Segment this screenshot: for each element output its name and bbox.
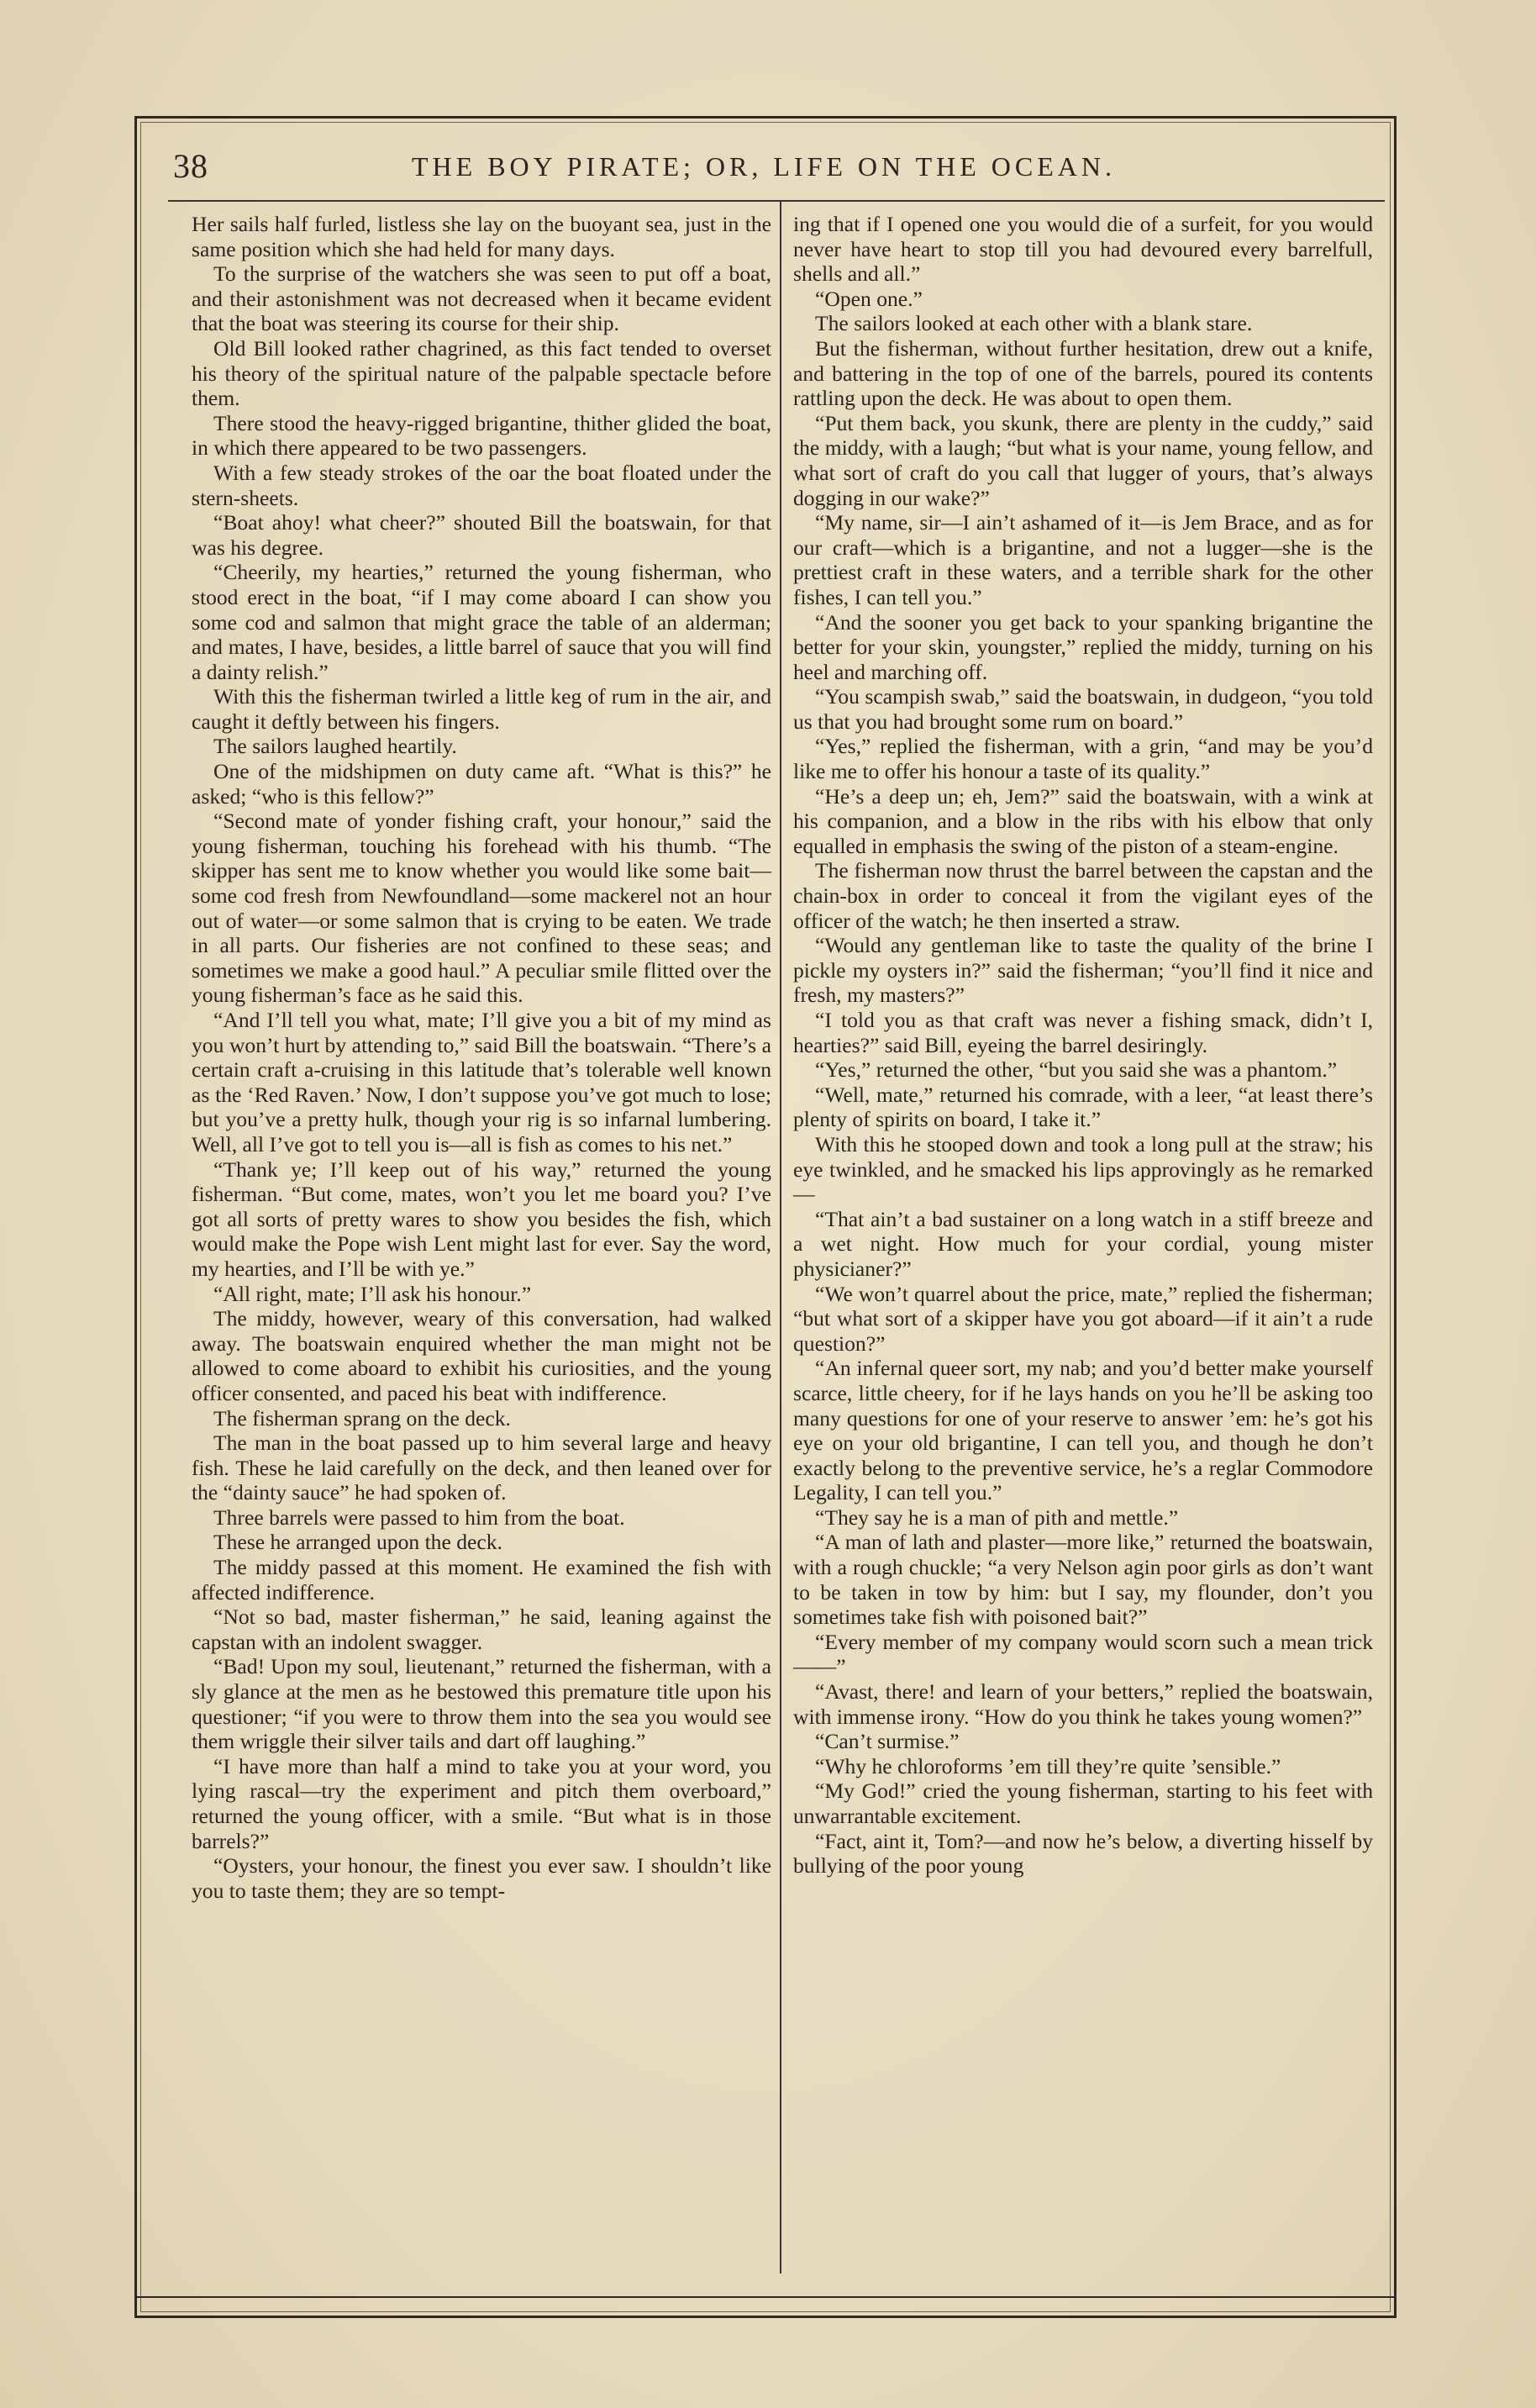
right-column [793, 212, 1373, 1878]
paragraph: “Yes,” returned the other, “but you said she was a phantom.” [815, 1057, 1338, 1083]
paragraph: “All right, mate; I’ll ask his honour.” [213, 1281, 532, 1306]
paragraph: “An infernal queer sort, my nab; and you’d better make yourself scarce, little cheery, for if he lays hands on you he’ll be asking too many questions for one of your reserve to answer ’em: he’s got his eye on your old brigantine, I can tell you, and though he don’t exactly belong to the preventive service, he’s a reglar Commodore Legality, I can tell you.” [793, 1356, 1373, 1505]
paragraph: The sailors laughed heartily. [213, 734, 457, 759]
paragraph: There stood the heavy-rigged brigantine, thither glided the boat, in which there appeared to be two passengers. [192, 410, 771, 461]
paragraph: “Open one.” [815, 286, 923, 311]
page-header [168, 141, 1378, 192]
paragraph: “Fact, aint it, Tom?—and now he’s below, a diverting hisself by bullying of the poor young [793, 1828, 1373, 1878]
paragraph: “Why he chloroforms ’em till they’re quite ’sensible.” [815, 1753, 1281, 1778]
paragraph: “Put them back, you skunk, there are plenty in the cuddy,” said the middy, with a laugh; “but what is your name, young fellow, and what sort of craft do you call that lugger of yours, that’s always dogging in our wake?” [793, 410, 1373, 510]
paragraph: “Well, mate,” returned his comrade, with a leer, “at least there’s plenty of spirits on board, I take it.” [793, 1082, 1373, 1132]
paragraph: One of the midshipmen on duty came aft. “What is this?” he asked; “who is this fellow?” [192, 759, 771, 809]
paragraph: With this he stooped down and took a long pull at the straw; his eye twinkled, and he smacked his lips approvingly as he remarked— [793, 1131, 1373, 1207]
left-column [192, 212, 771, 1903]
paragraph: With a few steady strokes of the oar the boat floated under the stern-sheets. [192, 460, 771, 510]
paragraph: “Cheerily, my hearties,” returned the young fisherman, who stood erect in the boat, “if I may come aboard I can show you some cod and salmon that might grace the table of an alderman; and mates, I have, besides, a little barrel of sauce that you will find a dainty relish.” [192, 560, 771, 684]
paragraph: “I have more than half a mind to take you at your word, you lying rascal—try the experiment and pitch them overboard,” returned the young officer, with a smile. “But what is in those barrels?” [192, 1753, 771, 1853]
paragraph: “Avast, there! and learn of your betters,” replied the boatswain, with immense irony. “How do you think he takes young women?” [793, 1679, 1373, 1729]
header-rule [168, 200, 1385, 202]
paragraph: “Oysters, your honour, the finest you ever saw. I shouldn’t like you to taste them; they are so tempt- [192, 1853, 771, 1903]
paragraph: Her sails half furled, listless she lay on the buoyant sea, just in the same position which she had held for many days. [192, 212, 771, 261]
paragraph: “Second mate of yonder fishing craft, your honour,” said the young fisherman, touching his forehead with his thumb. “The skipper has sent me to know whether you would like some bait—some cod fresh from Newfoundland—some mackerel not an hour out of water—or some salmon that is crying to be eaten. We trade in all parts. Our fisheries are not confined to these seas; and sometimes we make a good haul.” A peculiar smile flitted over the young fisherman’s face as he said this. [192, 809, 771, 1008]
paragraph: “Boat ahoy! what cheer?” shouted Bill the boatswain, for that was his degree. [192, 510, 771, 560]
paragraph: “Yes,” replied the fisherman, with a grin, “and may be you’d like me to offer his honour a taste of its quality.” [793, 734, 1373, 784]
paragraph: “Bad! Upon my soul, lieutenant,” returned the fisherman, with a sly glance at the men as he bestowed this premature title upon his questioner; “if you were to throw them into the sea you would see them wriggle their silver tails and dart off laughing.” [192, 1654, 771, 1754]
paragraph: “Every member of my company would scorn such a mean trick——” [793, 1629, 1373, 1679]
paragraph: “And the sooner you get back to your spanking brigantine the better for your skin, youngster,” replied the middy, turning on his heel and marching off. [793, 609, 1373, 684]
paragraph: Three barrels were passed to him from the boat. [213, 1504, 625, 1530]
paragraph: ing that if I opened one you would die of a surfeit, for you would never have heart to stop till you had devoured every barrelfull, shells and all.” [793, 212, 1373, 287]
paragraph: The fisherman sprang on the deck. [213, 1405, 511, 1431]
paragraph: “I told you as that craft was never a fishing smack, didn’t I, hearties?” said Bill, eyeing the barrel desiringly. [793, 1008, 1373, 1057]
paragraph: “That ain’t a bad sustainer on a long watch in a stiff breeze and a wet night. How much for your cordial, young mister physicianer?” [793, 1206, 1373, 1281]
paragraph: With this the fisherman twirled a little keg of rum in the air, and caught it deftly between his fingers. [192, 684, 771, 734]
paragraph: “He’s a deep un; eh, Jem?” said the boatswain, with a wink at his companion, and a blow in the ribs with his elbow that only equalled in emphasis the swing of the piston of a steam-engine. [793, 783, 1373, 858]
running-title: THE BOY PIRATE; OR, LIFE ON THE OCEAN. [412, 151, 1116, 182]
paragraph: To the surprise of the watchers she was seen to put off a boat, and their astonishment was not decreased when it became evident that the boat was steering its course for their ship. [192, 261, 771, 336]
paragraph: “My name, sir—I ain’t ashamed of it—is Jem Brace, and as for our craft—which is a brigantine, and not a lugger—she is the prettiest craft in these waters, and a terrible shark for the other fishes, I can tell you.” [793, 510, 1373, 609]
paragraph: The sailors looked at each other with a blank stare. [815, 311, 1253, 336]
paragraph: These he arranged upon the deck. [213, 1530, 502, 1555]
column-divider [780, 202, 781, 2274]
paragraph: The fisherman now thrust the barrel between the capstan and the chain-box in order to conceal it from the vigilant eyes of the officer of the watch; he then inserted a straw. [793, 858, 1373, 933]
paragraph: Old Bill looked rather chagrined, as this fact tended to overset his theory of the spiritual nature of the palpable spectacle before them. [192, 335, 771, 411]
page-number: 38 [173, 147, 208, 185]
paragraph: The middy passed at this moment. He examined the fish with affected indifference. [192, 1555, 771, 1604]
paragraph: “Can’t surmise.” [815, 1729, 960, 1754]
paragraph: “They say he is a man of pith and mettle.” [815, 1504, 1179, 1530]
paragraph: “Thank ye; I’ll keep out of his way,” returned the young fisherman. “But come, mates, won’t you let me board you? I’ve got all sorts of pretty wares to show you besides the fish, which would make the Pope wish Lent might last for ever. Say the word, my hearties, and I’ll be with ye.” [192, 1157, 771, 1281]
paragraph: The man in the boat passed up to him several large and heavy fish. These he laid carefully on the deck, and then leaned over for the “dainty sauce” he had spoken of. [192, 1431, 771, 1505]
paragraph: “My God!” cried the young fisherman, starting to his feet with unwarrantable excitement. [793, 1778, 1373, 1828]
paragraph: “Not so bad, master fisherman,” he said, leaning against the capstan with an indolent swagger. [192, 1604, 771, 1654]
paragraph: “A man of lath and plaster—more like,” returned the boatswain, with a rough chuckle; “a very Nelson agin poor girls as don’t want to be taken in tow by him: but I say, my flounder, don’t you sometimes take fish with poisoned bait?” [793, 1530, 1373, 1630]
paragraph: The middy, however, weary of this conversation, had walked away. The boatswain enquired whether the man might not be allowed to come aboard to exhibit his curiosities, and the young officer consented, and paced his beat with indifference. [192, 1306, 771, 1405]
bottom-rule [134, 2296, 1397, 2298]
paragraph: “You scampish swab,” said the boatswain, in dudgeon, “you told us that you had brought some rum on board.” [793, 684, 1373, 734]
paragraph: But the fisherman, without further hesitation, drew out a knife, and battering in the top of one of the barrels, poured its contents rattling upon the deck. He was about to open them. [793, 335, 1373, 411]
paragraph: “Would any gentleman like to taste the quality of the brine I pickle my oysters in?” said the fisherman; “you’ll find it nice and fresh, my masters?” [793, 933, 1373, 1008]
paragraph: “We won’t quarrel about the price, mate,” replied the fisherman; “but what sort of a skipper have you got aboard—if it ain’t a rude question?” [793, 1281, 1373, 1356]
paragraph: “And I’ll tell you what, mate; I’ll give you a bit of my mind as you won’t hurt by attending to,” said Bill the boatswain. “There’s a certain craft a-cruising in this latitude that’s tolerable well known as the ‘Red Raven.’ Now, I don’t suppose you’ve got much to lose; but you’ve a pretty hulk, though your rig is so infarnal lumbering. Well, all I’ve got to tell you is—all is fish as comes to his net.” [192, 1008, 771, 1157]
